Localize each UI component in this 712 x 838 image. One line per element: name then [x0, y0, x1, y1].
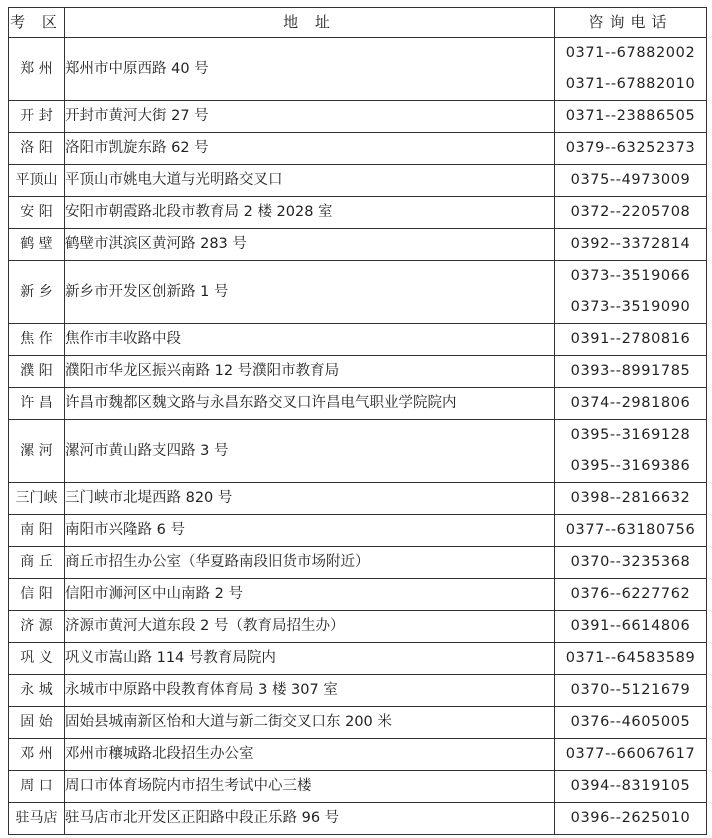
- phone-number: 0377--63180756: [565, 522, 696, 538]
- region-cell: 郑 州: [9, 38, 65, 101]
- phone-cell: [555, 133, 707, 165]
- table-row: [9, 229, 707, 261]
- phone-number: 0370--3235368: [570, 554, 691, 570]
- phone-cell: [555, 483, 707, 515]
- phone-cell: [555, 420, 707, 483]
- phone-number: 0393--8991785: [570, 363, 691, 379]
- address-cell: 巩义市嵩山路 114 号教育局院内: [65, 643, 555, 675]
- table-row: [9, 261, 707, 324]
- phone-number: 0376--6227762: [570, 586, 691, 602]
- address-cell: 固始县城南新区怡和大道与新二街交叉口东 200 米: [65, 707, 555, 739]
- header-row: [9, 8, 707, 38]
- phone-number: 0371--67882002: [565, 45, 696, 61]
- region-cell: 新 乡: [9, 261, 65, 324]
- region-cell: 许 昌: [9, 388, 65, 420]
- phone-number: 0371--64583589: [565, 650, 696, 666]
- address-cell: 永城市中原路中段教育体育局 3 楼 307 室: [65, 675, 555, 707]
- region-cell: 周 口: [9, 771, 65, 803]
- address-cell: 开封市黄河大街 27 号: [65, 101, 555, 133]
- address-cell: 三门峡市北堤西路 820 号: [65, 483, 555, 515]
- address-cell: 新乡市开发区创新路 1 号: [65, 261, 555, 324]
- phone-number: 0373--3519090: [570, 299, 691, 315]
- phone-cell: [555, 675, 707, 707]
- address-cell: 南阳市兴隆路 6 号: [65, 515, 555, 547]
- table-row: [9, 675, 707, 707]
- phone-number: 0391--6614806: [570, 618, 691, 634]
- phone-cell: [555, 803, 707, 835]
- table-row: [9, 643, 707, 675]
- region-cell: 开 封: [9, 101, 65, 133]
- phone-number: 0392--3372814: [570, 236, 691, 252]
- table-row: [9, 197, 707, 229]
- phone-number: 0372--2205708: [570, 204, 691, 220]
- region-cell: 巩 义: [9, 643, 65, 675]
- region-cell: 济 源: [9, 611, 65, 643]
- phone-number: 0377--66067617: [565, 746, 696, 762]
- region-cell: 邓 州: [9, 739, 65, 771]
- address-cell: 平顶山市姚电大道与光明路交叉口: [65, 165, 555, 197]
- address-cell: 驻马店市北开发区正阳路中段正乐路 96 号: [65, 803, 555, 835]
- region-cell: 永 城: [9, 675, 65, 707]
- region-cell: 漯 河: [9, 420, 65, 483]
- header-address: 地 址: [65, 8, 555, 38]
- region-cell: 南 阳: [9, 515, 65, 547]
- table-row: [9, 515, 707, 547]
- phone-number: 0391--2780816: [570, 331, 691, 347]
- table-row: [9, 324, 707, 356]
- address-cell: 邓州市穰城路北段招生办公室: [65, 739, 555, 771]
- region-cell: 驻马店: [9, 803, 65, 835]
- phone-number: 0396--2625010: [570, 810, 691, 826]
- phone-cell: [555, 388, 707, 420]
- phone-number: 0371--23886505: [565, 108, 696, 124]
- region-cell: 固 始: [9, 707, 65, 739]
- region-cell: 三门峡: [9, 483, 65, 515]
- phone-cell: [555, 261, 707, 324]
- phone-number: 0371--67882010: [565, 76, 696, 92]
- phone-cell: [555, 643, 707, 675]
- table-row: [9, 483, 707, 515]
- table-row: [9, 101, 707, 133]
- phone-cell: [555, 197, 707, 229]
- region-cell: 洛 阳: [9, 133, 65, 165]
- region-cell: 信 阳: [9, 579, 65, 611]
- phone-cell: [555, 38, 707, 101]
- phone-number: 0375--4973009: [570, 172, 691, 188]
- region-cell: 商 丘: [9, 547, 65, 579]
- phone-cell: [555, 579, 707, 611]
- table-row: [9, 133, 707, 165]
- phone-cell: [555, 356, 707, 388]
- phone-cell: [555, 324, 707, 356]
- region-cell: 平顶山: [9, 165, 65, 197]
- table-body: [9, 38, 707, 835]
- phone-cell: [555, 771, 707, 803]
- phone-number: 0370--5121679: [570, 682, 691, 698]
- phone-number: 0373--3519066: [570, 268, 691, 284]
- table-row: [9, 165, 707, 197]
- table-row: [9, 803, 707, 835]
- phone-cell: [555, 515, 707, 547]
- phone-cell: [555, 101, 707, 133]
- phone-cell: [555, 229, 707, 261]
- phone-number: 0379--63252373: [565, 140, 696, 156]
- address-cell: 濮阳市华龙区振兴南路 12 号濮阳市教育局: [65, 356, 555, 388]
- table-row: [9, 611, 707, 643]
- address-cell: 信阳市浉河区中山南路 2 号: [65, 579, 555, 611]
- address-cell: 洛阳市凯旋东路 62 号: [65, 133, 555, 165]
- address-cell: 安阳市朝霞路北段市教育局 2 楼 2028 室: [65, 197, 555, 229]
- phone-cell: [555, 707, 707, 739]
- address-cell: 郑州市中原西路 40 号: [65, 38, 555, 101]
- header-phone: 咨询电话: [555, 8, 707, 38]
- address-cell: 鹤壁市淇滨区黄河路 283 号: [65, 229, 555, 261]
- address-cell: 商丘市招生办公室（华夏路南段旧货市场附近）: [65, 547, 555, 579]
- table-row: [9, 739, 707, 771]
- table-row: [9, 707, 707, 739]
- region-cell: 鹤 壁: [9, 229, 65, 261]
- exam-office-table: [8, 7, 707, 835]
- region-cell: 濮 阳: [9, 356, 65, 388]
- table-row: [9, 38, 707, 101]
- phone-cell: [555, 739, 707, 771]
- region-cell: 安 阳: [9, 197, 65, 229]
- phone-number: 0394--8319105: [570, 778, 691, 794]
- table-row: [9, 420, 707, 483]
- phone-cell: [555, 165, 707, 197]
- address-cell: 许昌市魏都区魏文路与永昌东路交叉口许昌电气职业学院院内: [65, 388, 555, 420]
- phone-number: 0376--4605005: [570, 714, 691, 730]
- phone-cell: [555, 611, 707, 643]
- address-cell: 济源市黄河大道东段 2 号（教育局招生办）: [65, 611, 555, 643]
- table-row: [9, 579, 707, 611]
- phone-number: 0395--3169128: [570, 427, 691, 443]
- address-cell: 周口市体育场院内市招生考试中心三楼: [65, 771, 555, 803]
- address-cell: 漯河市黄山路支四路 3 号: [65, 420, 555, 483]
- phone-number: 0398--2816632: [570, 490, 691, 506]
- table-row: [9, 356, 707, 388]
- table-row: [9, 771, 707, 803]
- phone-number: 0395--3169386: [570, 458, 691, 474]
- table-row: [9, 547, 707, 579]
- header-region: 考 区: [9, 8, 65, 38]
- phone-number: 0374--2981806: [570, 395, 691, 411]
- phone-cell: [555, 547, 707, 579]
- region-cell: 焦 作: [9, 324, 65, 356]
- address-cell: 焦作市丰收路中段: [65, 324, 555, 356]
- table-row: [9, 388, 707, 420]
